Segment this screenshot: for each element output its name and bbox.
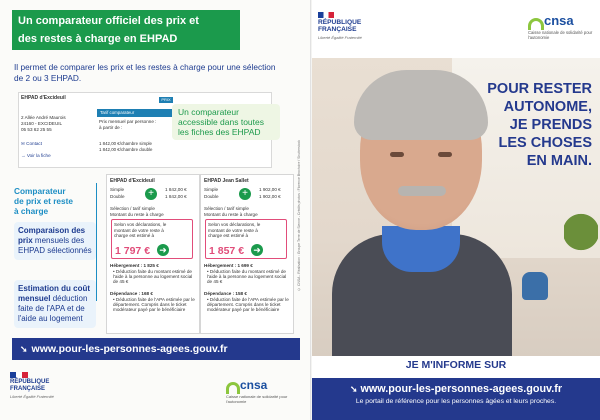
card-price-single: 1 842,00 €/chambre simple (99, 141, 152, 146)
headline-line-1: POUR RESTER (487, 81, 592, 97)
dependance-title: Dépendance : 168 € (110, 291, 153, 296)
headline-line-2: AUTONOME, (503, 99, 592, 115)
hint-line-2: Montant du reste à charge (204, 211, 258, 217)
website-url: www.pour-les-personnes-agees.gouv.fr (31, 343, 228, 355)
arrow-right-icon: ➘ (20, 344, 28, 354)
reste-line-3: charge est estimé à (208, 233, 249, 239)
arrow-right-icon[interactable]: ➜ (251, 244, 263, 256)
reste-amount: 1 857 € (209, 245, 245, 257)
hint-line-2: Montant du reste à charge (110, 211, 164, 217)
right-page (312, 0, 600, 420)
intro-text (14, 62, 284, 83)
card-address-line-1: 2 Allée André Maurois (21, 115, 66, 120)
card-tab-header: PRIX (159, 97, 173, 103)
reste-line-2: montant de votre reste à (114, 227, 164, 233)
box1-bold: Comparaison des prix (18, 226, 86, 245)
arrow-right-icon: → (21, 153, 27, 158)
headline-line-5: EN MAIN. (526, 153, 592, 169)
price-double: 1 902,00 € (259, 193, 281, 199)
intro-line-2: de 2 ou 3 EHPAD. (14, 72, 82, 83)
flag-icon (10, 372, 28, 378)
comparator-room-types (110, 187, 125, 200)
headline-line-3: JE PRENDS (509, 117, 592, 133)
comparator-hint (204, 206, 258, 217)
comparator-room-prices (259, 187, 281, 200)
hebergement-title: Hébergement : 1 699 € (204, 263, 253, 268)
card-contact-label: Contact (26, 141, 42, 146)
card-price-heading (99, 119, 169, 131)
intro-line-1: Il permet de comparer les prix et les restes à charge pour une sélection (14, 62, 276, 72)
flag-icon (318, 12, 334, 18)
callout-line-3: les fiches des EHPAD (178, 127, 261, 137)
price-simple: 1 842,00 € (165, 187, 187, 192)
comparator-side-label (14, 186, 98, 216)
plus-icon[interactable]: + (145, 188, 157, 200)
dependance-title: Dépendance : 158 € (204, 291, 247, 296)
website-band[interactable] (312, 378, 600, 420)
hint-line-1: Sélection / tarif simple (110, 206, 155, 211)
website-tagline: Le portail de référence pour les personnes âgées et leurs proches. (355, 398, 557, 405)
card-price-lines (99, 141, 152, 153)
side-label-line-2: de prix et reste (14, 196, 74, 206)
room-type-simple: Simple (204, 187, 219, 192)
hebergement-text: • Déduction faite du montant estimé de l'aide à la personne au logement social de 45 € (207, 269, 287, 285)
legal-credits: © CNSA - Réalisation : Groupe Terre de Sienne - Crédits photos : Florence Brochoire / Shutterstock (297, 140, 301, 291)
comparator-hint (110, 206, 164, 217)
side-label-line-3: à charge (14, 206, 49, 216)
comparator-ehpad-name: EHPAD Jean Sallet (204, 178, 249, 184)
callout-line-2: accessible dans toutes (178, 117, 264, 127)
price-simple: 1 902,00 € (259, 187, 281, 192)
rf-line-2: FRANÇAISE (10, 386, 46, 392)
hebergement-text: • Déduction faite du montant estimé de l'aide à la personne au logement social de 45 € (113, 269, 193, 285)
reste-amount: 1 797 € (115, 245, 151, 257)
hebergement-title: Hébergement : 1 825 € (110, 263, 159, 268)
comparator-panel-2 (200, 174, 294, 334)
card-tab-comparator[interactable]: Tarif comparateur (97, 109, 173, 117)
cnsa-arc-icon (226, 382, 240, 394)
plus-icon[interactable]: + (239, 188, 251, 200)
banner-line-1: Un comparateur officiel des prix et (18, 15, 199, 27)
reste-line-2: montant de votre reste à (208, 227, 258, 233)
website-link[interactable] (312, 383, 600, 395)
dependance-text: • Déduction faite de l'APA estimée par le département. Compris dans le ticket modérateur payé par le bénéficiaire (207, 297, 289, 313)
reste-line-1: Selon vos déclarations, le (208, 222, 261, 227)
card-address (21, 115, 81, 133)
title-banner (12, 10, 240, 50)
card-price-heading-2: à partir de : (99, 125, 123, 130)
inform-heading: JE M'INFORME SUR (405, 359, 507, 371)
box2-bold-word: mensuel (18, 294, 51, 303)
reste-line-3: charge est estimé à (114, 233, 155, 239)
comparator-ehpad-name: EHPAD d'Excideuil (110, 178, 155, 184)
comparator-room-types (204, 187, 219, 200)
hint-line-1: Sélection / tarif simple (204, 206, 249, 211)
side-label-line-1: Comparateur (14, 186, 66, 196)
comparator-panel-1 (106, 174, 200, 334)
box1-rest: mensuels des EHPAD sélectionnés (18, 236, 92, 255)
republique-francaise-logo (10, 372, 54, 399)
cnsa-tagline: Caisse nationale de solidarité pour l'autonomie (226, 394, 288, 404)
comparator-room-prices (165, 187, 187, 200)
cnsa-word: cnsa (240, 378, 268, 392)
rf-motto: Liberté Égalité Fraternité (10, 394, 54, 399)
card-contact-link[interactable] (21, 141, 42, 147)
card-ehpad-name: EHPAD d'Excideuil (21, 95, 66, 101)
room-type-simple: Simple (110, 187, 125, 192)
rf-motto: Liberté Égalité Fraternité (318, 34, 362, 40)
website-link-bar[interactable] (12, 338, 300, 360)
arrow-right-icon: ➘ (349, 384, 358, 394)
price-double: 1 842,00 € (165, 193, 187, 199)
comparator-callout (172, 104, 280, 140)
banner-line-2: des restes à charge en EHPAD (18, 33, 178, 45)
card-price-double: 1 842,00 €/chambre double (99, 147, 153, 152)
rf-line-2: FRANÇAISE (318, 26, 357, 34)
mail-icon: ✉ (21, 141, 27, 146)
rf-line-1: RÉPUBLIQUE (10, 379, 50, 385)
cnsa-word: cnsa (544, 13, 574, 28)
feature-box-cost-estimate (14, 280, 96, 328)
box2-rest: déduction faite de l'APA et de l'aide au logement (18, 294, 88, 323)
plant-decor (564, 208, 598, 268)
man-mustache (398, 186, 446, 196)
arrow-right-icon[interactable]: ➜ (157, 244, 169, 256)
reste-line-1: Selon vos déclarations, le (114, 222, 167, 227)
rf-line-1: RÉPUBLIQUE (318, 19, 362, 26)
card-see-label: Voir la fiche (26, 153, 51, 158)
feature-box-price-comparison (14, 222, 96, 260)
card-address-line-2: 24160 - EXCIDEUIL (21, 121, 63, 126)
vase-decor (522, 272, 548, 300)
dependance-text: • Déduction faite de l'APA estimée par le département. Compris dans le ticket modérateur payé par le bénéficiaire (113, 297, 195, 313)
headline (432, 80, 592, 170)
card-price-heading-1: Prix mensuel par personne : (99, 119, 157, 124)
box2-bold-start: Estimation du coût (18, 284, 90, 293)
republique-francaise-logo (318, 12, 362, 40)
card-phone: 05 53 62 25 55 (21, 127, 52, 132)
man-shirt (382, 226, 460, 272)
cnsa-logo (528, 12, 598, 40)
cnsa-tagline: Caisse nationale de solidarité pour l'autonomie (528, 30, 593, 40)
callout-line-1: Un comparateur (178, 107, 239, 117)
room-type-double: Double (110, 193, 125, 199)
headline-line-4: LES CHOSES (498, 135, 592, 151)
cnsa-arc-icon (528, 18, 544, 30)
man-eye (390, 152, 404, 157)
cnsa-logo (226, 376, 298, 404)
room-type-double: Double (204, 193, 219, 199)
website-url: www.pour-les-personnes-agees.gouv.fr (360, 383, 563, 395)
card-see-link[interactable] (21, 153, 51, 158)
